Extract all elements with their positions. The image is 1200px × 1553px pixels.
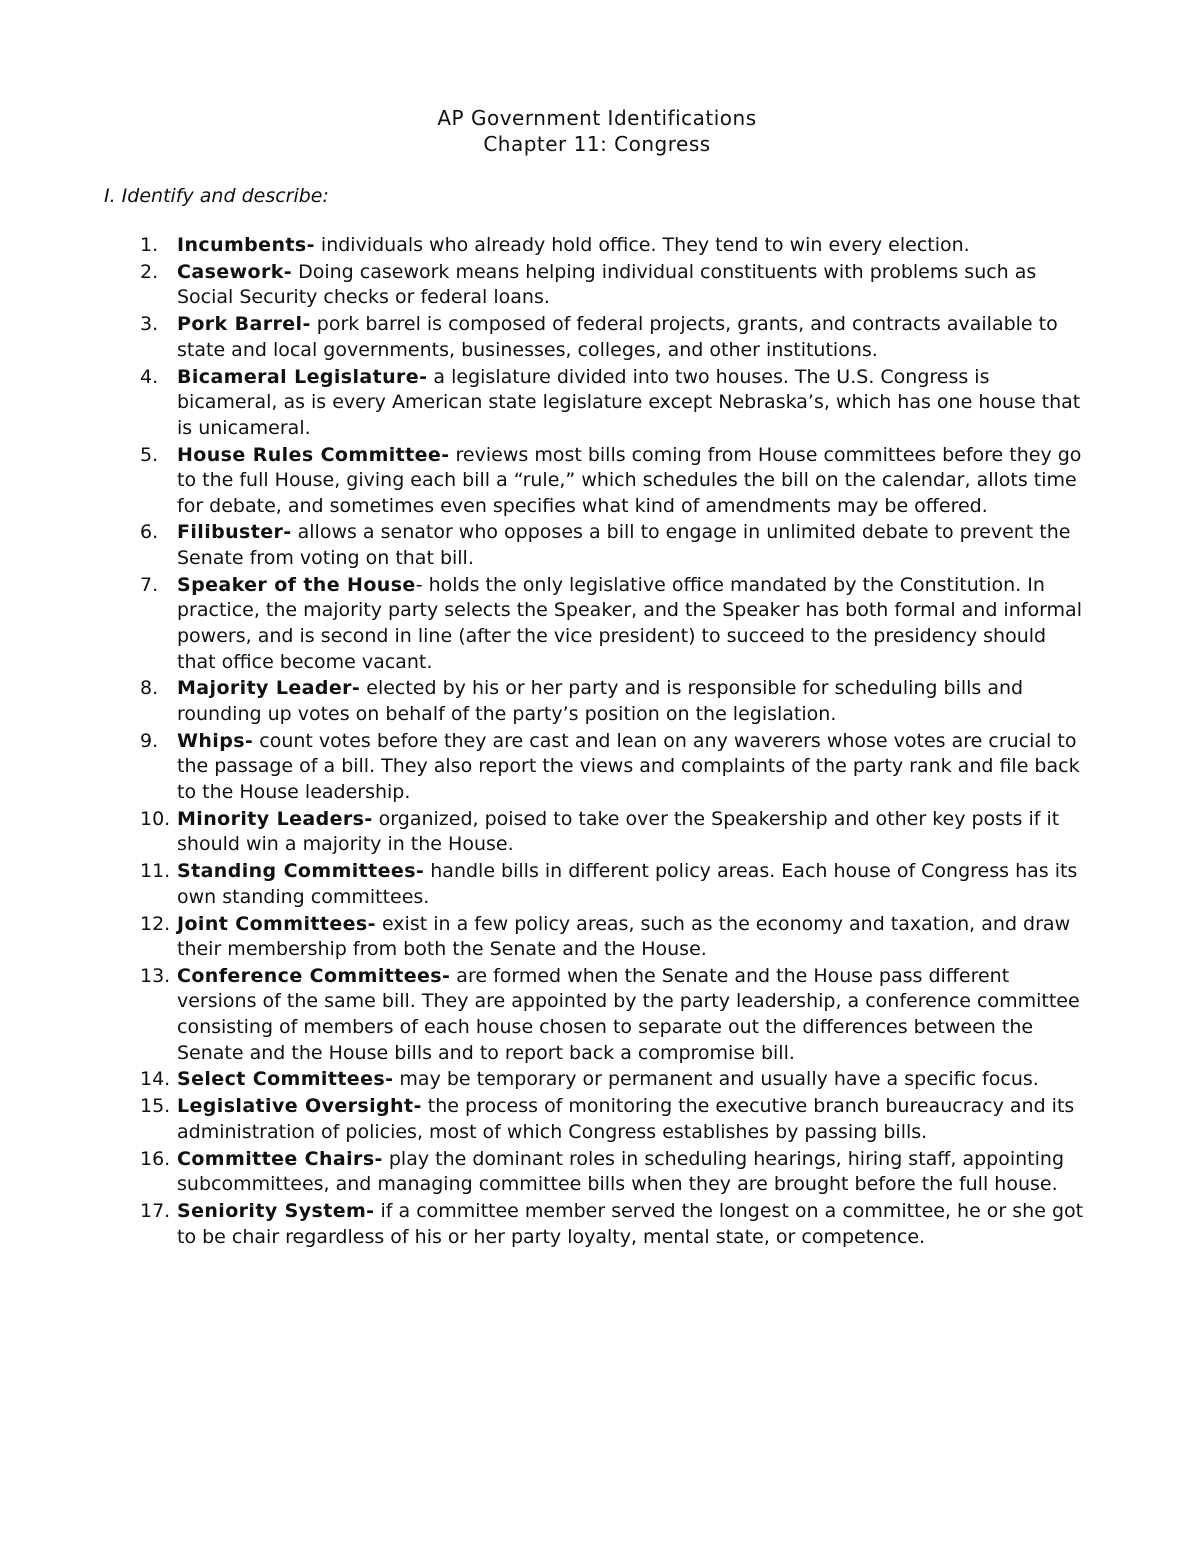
item-description: elected by his or her party and is responsible for scheduling bills and rounding up votes on behalf of the party’s position on the legislation. [177, 677, 1024, 725]
item-description: - holds the only legislative office mandated by the Constitution. In practice, the majority party selects the Speaker, and the Speaker has both formal and informal powers, and is second in line (after the vice president) to succeed to the presidency should that office become vacant. [177, 573, 1082, 673]
item-term: Select Committees- [177, 1068, 394, 1091]
item-description: may be temporary or permanent and usually have a specific focus. [393, 1068, 1039, 1091]
list-item [104, 1094, 1090, 1145]
item-description: exist in a few policy areas, such as the economy and taxation, and draw their membership from both the Senate and the House. [177, 912, 1071, 961]
item-term: Conference Committees- [177, 964, 451, 987]
item-number: 16. [140, 1147, 171, 1170]
item-number: 13. [140, 964, 171, 987]
item-term: Minority Leaders- [177, 807, 373, 830]
item-term: Legislative Oversight- [177, 1095, 422, 1118]
list-item [104, 260, 1090, 311]
list-item [104, 520, 1090, 571]
list-item [104, 964, 1090, 1066]
item-number: 6. [140, 521, 159, 544]
item-description: if a committee member served the longest on a committee, he or she got to be chair regardless of his or her party loyalty, mental state, or competence. [177, 1199, 1084, 1248]
item-term: Standing Committees- [177, 860, 425, 883]
item-term: Whips- [177, 729, 254, 752]
item-description: Doing casework means helping individual constituents with problems such as Social Security checks or federal loans. [177, 260, 1037, 309]
list-item [104, 1067, 1090, 1093]
item-term: Casework- [177, 260, 293, 283]
item-term: Speaker of the House [177, 573, 416, 596]
list-item [104, 807, 1090, 858]
document-subtitle: Chapter 11: Congress [483, 132, 711, 156]
item-number: 15. [140, 1095, 171, 1118]
section-heading: I. Identify and describe: [104, 185, 329, 207]
item-description: organized, poised to take over the Speakership and other key posts if it should win a majority in the House. [177, 807, 1060, 856]
list-item [104, 676, 1090, 727]
item-description: pork barrel is composed of federal projects, grants, and contracts available to state and local governments, businesses, colleges, and other institutions. [177, 313, 1058, 361]
item-number: 3. [140, 313, 159, 336]
item-description: reviews most bills coming from House committees before they go to the full House, giving each bill a “rule,” which schedules the bill on the calendar, allots time for debate, and sometimes even specifies what kind of amendments may be offered. [177, 443, 1082, 517]
item-description: are formed when the Senate and the House pass different versions of the same bill. They are appointed by the party leadership, a conference committee consisting of members of each house chosen to separate out the differences between the Senate and the House bills and to report back a compromise bill. [177, 964, 1080, 1064]
item-description: count votes before they are cast and lean on any waverers whose votes are crucial to the passage of a bill. They also report the views and complaints of the party rank and file back to the House leadership. [177, 729, 1080, 803]
item-description: allows a senator who opposes a bill to engage in unlimited debate to prevent the Senate from voting on that bill. [177, 521, 1071, 570]
item-number: 17. [140, 1199, 171, 1222]
item-number: 5. [140, 443, 159, 466]
item-term: Filibuster- [177, 521, 292, 544]
item-term: Committee Chairs- [177, 1147, 383, 1170]
item-number: 14. [140, 1068, 171, 1091]
item-description: play the dominant roles in scheduling hearings, hiring staff, appointing subcommittees, and managing committee bills when they are brought before the full house. [177, 1147, 1065, 1196]
item-number: 1. [140, 234, 159, 256]
item-number: 7. [140, 573, 159, 596]
list-item [104, 859, 1090, 910]
list-item [104, 312, 1090, 363]
item-term: Pork Barrel- [177, 313, 311, 336]
item-number: 12. [140, 912, 171, 935]
item-term: Joint Committees- [177, 912, 376, 935]
item-description: handle bills in different policy areas. Each house of Congress has its own standing committees. [177, 860, 1078, 908]
item-description: a legislature divided into two houses. The U.S. Congress is bicameral, as is every American state legislature except Nebraska’s, which has one house that is unicameral. [177, 365, 1081, 439]
list-item [104, 573, 1090, 675]
item-term: Incumbents- [177, 234, 315, 256]
list-item [104, 729, 1090, 806]
item-number: 10. [140, 807, 171, 830]
terms-list [104, 233, 1090, 1250]
list-item [104, 365, 1090, 442]
item-number: 2. [140, 260, 159, 283]
list-item [104, 1199, 1090, 1250]
list-item [104, 912, 1090, 963]
item-number: 9. [140, 729, 159, 752]
item-term: House Rules Committee- [177, 443, 450, 466]
document-title: AP Government Identifications [437, 106, 757, 130]
item-term: Bicameral Legislature- [177, 365, 428, 388]
item-term: Majority Leader- [177, 677, 361, 700]
list-item [104, 233, 1090, 259]
item-description: individuals who already hold office. They tend to win every election. [314, 234, 970, 256]
item-number: 11. [140, 860, 171, 883]
list-item [104, 1147, 1090, 1198]
list-item [104, 443, 1090, 520]
item-number: 8. [140, 677, 159, 700]
item-term: Seniority System- [177, 1199, 375, 1222]
item-number: 4. [140, 365, 159, 388]
item-description: the process of monitoring the executive branch bureaucracy and its administration of policies, most of which Congress establishes by passing bills. [177, 1095, 1075, 1143]
